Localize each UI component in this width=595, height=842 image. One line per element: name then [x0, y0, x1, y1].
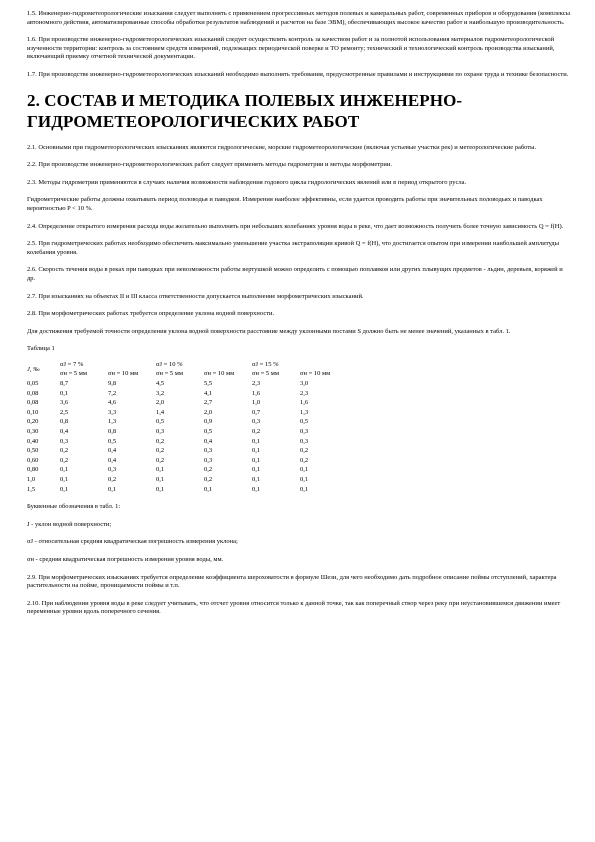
- paragraph-2-1: 2.1. Основными при гидрометеорологических изысканиях являются гидрологические, морские гидрометеорологические (включая устьевые участки рек) и метеорологические работы.: [27, 143, 537, 151]
- table-row: [27, 456, 348, 466]
- table-row: [27, 446, 348, 456]
- table-cell-j: 0,20: [27, 418, 39, 426]
- legend-item-j: J - уклон водной поверхности;: [27, 520, 112, 528]
- table-cell: 0,3: [108, 466, 117, 474]
- mid-paragraphs: [27, 144, 572, 337]
- table-header-j: J, ‰: [27, 365, 40, 373]
- table-cell: 1,6: [252, 389, 261, 397]
- table-cell: 0,5: [300, 418, 309, 426]
- table-cell: 0,5: [204, 428, 213, 436]
- table-subheader: σн = 10 мм: [204, 370, 235, 378]
- paragraph-2-5: 2.5. При гидрометрических работах необходимо обеспечить максимально уменьшение участка экстраполяции кривой Q = f(H), что достигается опытом при измерении наибольшей амплитуды колебания уровня.: [27, 240, 559, 256]
- legend-item-sigma-j: σJ - относительная средняя квадратическая погрешность измерения уклона;: [27, 538, 238, 546]
- table-cell: 2,0: [156, 399, 165, 407]
- table-cell: 0,3: [252, 418, 261, 426]
- paragraph-2-6: 2.6. Скорость течения воды в реках при паводках при невозможности работы вертушкой можно определить с помощью поплавков или других плывущих предметов - льдин, деревьев, коряжей и др.: [27, 266, 563, 282]
- data-table: [27, 360, 348, 494]
- table-cell: 1,6: [300, 399, 309, 407]
- table-cell-j: 0,30: [27, 428, 39, 436]
- table-cell-j: 0,08: [27, 389, 39, 397]
- table-cell-j: 0,05: [27, 380, 39, 388]
- table-header-row: [27, 360, 348, 370]
- table-cell: 0,7: [252, 408, 261, 416]
- table-cell: 0,2: [204, 476, 213, 483]
- table-subheader: σн = 5 мм: [156, 370, 183, 378]
- table-cell: 2,3: [300, 389, 309, 397]
- table-cell: 0,1: [60, 389, 69, 397]
- table-row: [27, 389, 348, 399]
- table-subheader: σн = 10 мм: [108, 370, 139, 378]
- table-cell: 0,2: [108, 476, 117, 483]
- table-cell: 0,3: [60, 437, 69, 445]
- table-cell: 0,8: [108, 428, 117, 436]
- paragraph-2-7: 2.7. При изысканиях на объектах II и III класса ответственности допускается выполнение морфометрических изысканий.: [27, 292, 364, 300]
- table-cell-j: 0,50: [27, 447, 39, 455]
- table-cell: 0,1: [252, 456, 261, 464]
- table-cell: 0,2: [156, 437, 165, 445]
- table-cell: 0,2: [252, 428, 261, 436]
- table-cell: 7,2: [108, 389, 117, 397]
- table-row: [27, 437, 348, 447]
- table-cell: 0,1: [60, 466, 69, 474]
- table-cell: 0,2: [300, 456, 309, 464]
- table-caption: Таблица 1: [27, 345, 55, 353]
- table-cell: 0,4: [108, 447, 117, 455]
- table-header-group: σJ = 15 %: [252, 360, 279, 368]
- table-cell: 0,4: [204, 437, 213, 445]
- table-cell: 0,1: [300, 485, 309, 493]
- table-cell: 3,3: [108, 408, 117, 416]
- table-cell: 5,5: [204, 380, 213, 388]
- table-cell: 3,0: [300, 380, 309, 388]
- table-cell: 0,1: [252, 466, 261, 474]
- table-cell: 0,3: [204, 456, 213, 464]
- paragraph-1-5: 1.5. Инженерно-гидрометеорологические изыскания следует выполнять с применением прогрессивных методов полевых и камеральных работ, современных приборов и оборудования (комплексы автономного действия, автоматизированные способы обработки результатов наблюдений и расчетов на базе ЭВМ), обеспечивающих высокое качество работ и наибольшую производительность.: [27, 10, 570, 26]
- paragraph-2-8: 2.8. При морфометрических работах требуется определение уклона водной поверхности.: [27, 310, 275, 318]
- table-cell: 4,6: [108, 399, 117, 407]
- table-subheader: σн = 10 мм: [300, 370, 331, 378]
- table-row: [27, 417, 348, 427]
- table-cell: 0,5: [156, 418, 165, 426]
- table-cell: 0,1: [156, 476, 165, 483]
- table-cell: 1,3: [300, 408, 309, 416]
- paragraph-1-7: 1.7. При производстве инженерно-гидрометеорологических изысканий необходимо выполнять требования, предусмотренные правилами и инструкциями по охране труда и технике безопасности.: [27, 70, 569, 78]
- table-row: [27, 465, 348, 475]
- legend-item-sigma-h: σн - средняя квадратическая погрешность измерения уровня воды, мм.: [27, 555, 224, 563]
- table-cell-j: 0,40: [27, 437, 39, 445]
- document-page: [27, 10, 572, 617]
- table-row: [27, 398, 348, 408]
- table-header-group: σJ = 7 %: [60, 360, 84, 368]
- table-cell-j: 1,5: [27, 485, 36, 493]
- table-cell: 0,1: [60, 476, 69, 483]
- table-cell: 0,3: [204, 447, 213, 455]
- table-cell: 2,7: [204, 399, 213, 407]
- table-cell: 0,1: [156, 466, 165, 474]
- table-cell: 3,6: [60, 399, 69, 407]
- table-cell: 8,7: [60, 380, 69, 388]
- table-cell: 0,4: [60, 428, 69, 436]
- table-cell: 9,8: [108, 380, 117, 388]
- table-cell: 0,1: [300, 476, 309, 483]
- table-cell: 3,2: [156, 389, 165, 397]
- table-cell: 0,4: [108, 456, 117, 464]
- table-cell: 2,3: [252, 380, 261, 388]
- table-cell: 0,2: [60, 456, 69, 464]
- section-heading: 2. СОСТАВ И МЕТОДИКА ПОЛЕВЫХ ИНЖЕНЕРНО-ГИДРОМЕТЕОРОЛОГИЧЕСКИХ РАБОТ: [27, 90, 463, 131]
- table-cell-j: 0,80: [27, 466, 39, 474]
- table-cell: 0,5: [108, 437, 117, 445]
- table-row: [27, 379, 348, 389]
- table-cell: 2,0: [204, 408, 213, 416]
- table-cell: 0,1: [204, 485, 213, 493]
- table-header-group: σJ = 10 %: [156, 360, 183, 368]
- table-row: [27, 485, 348, 495]
- table-cell: 0,1: [156, 485, 165, 493]
- table-cell: 0,2: [60, 447, 69, 455]
- table-cell: 0,1: [60, 485, 69, 493]
- table-cell: 0,1: [252, 437, 261, 445]
- top-paragraphs: [27, 10, 572, 80]
- table-cell: 0,2: [204, 466, 213, 474]
- paragraph-slope-accuracy: Для достижения требуемой точности определения уклона водной поверхности расстояние между уклонными постами S должно быть не менее значений, указанных в табл. 1.: [27, 327, 511, 335]
- paragraph-1-6: 1.6. При производстве инженерно-гидрометеорологических изысканий следует осуществлять контроль за качеством работ и за полнотой использования материалов гидрометеорологической изученности территории: контроль за состоянием средств измерений, подлежащих периодической поверке и ТО ремонту; технический и технологический контроль производства изысканий, включающий приемку отчетной технической документации.: [27, 36, 555, 61]
- table-subheader-row: [27, 369, 348, 379]
- paragraph-2-9: 2.9. При морфометрических изысканиях требуется определение коэффициента шероховатости в формуле Шези, для чего необходимо дать подробное описание поймы отступлений, характера растительности на пойме, проницаемости поймы и т.п.: [27, 573, 557, 590]
- table-cell: 2,5: [60, 408, 69, 416]
- paragraph-hydrometric: Гидрометрические работы должны охватывать период половодья и паводков. Измерения наиболее эффективны, если удается проводить работы при значительных половодьях и паводках вероятностью P < 10 %.: [27, 196, 543, 212]
- paragraph-2-2: 2.2. При производстве инженерно-гидрометеорологических работ следует применять методы гидрометрии и методы морфометрии.: [27, 161, 392, 169]
- table-cell: 0,9: [204, 418, 213, 426]
- table-cell-j: 0,08: [27, 399, 39, 407]
- table-cell: 0,1: [108, 485, 117, 493]
- table-row: [27, 408, 348, 418]
- table-cell: 0,2: [156, 447, 165, 455]
- table-cell-j: 1,0: [27, 476, 36, 483]
- table-cell: 1,3: [108, 418, 117, 426]
- table-cell: 0,2: [156, 456, 165, 464]
- table-cell: 0,8: [60, 418, 69, 426]
- table-cell: 4,5: [156, 380, 165, 388]
- table-subheader: σн = 5 мм: [60, 370, 87, 378]
- table-body: [27, 379, 348, 494]
- table-cell: 0,1: [252, 447, 261, 455]
- paragraph-2-4: 2.4. Определение открытого измерения расхода воды желательно выполнять при небольших колебаниях уровня воды в реке, что дает возможность получить более точную зависимость Q = f(H).: [27, 222, 564, 230]
- table-cell: 1,0: [252, 399, 261, 407]
- table-cell: 0,3: [156, 428, 165, 436]
- table-cell: 0,3: [300, 428, 309, 436]
- table-cell: 0,3: [300, 437, 309, 445]
- table-cell-j: 0,10: [27, 408, 39, 416]
- table-subheader: σн = 5 мм: [252, 370, 279, 378]
- table-cell: 0,2: [300, 447, 309, 455]
- paragraph-2-10: 2.10. При наблюдении уровня воды в реке следует учитывать, что отсчет уровня относится только к данной точке, так как поперечный створ через реку при неустановившемся движении имеет переменные уровни вдоль поперечного сечения.: [27, 599, 561, 616]
- table-row: [27, 427, 348, 437]
- legend-title: Буквенные обозначения в табл. 1:: [27, 503, 121, 511]
- table-cell: 0,1: [252, 476, 261, 483]
- table-cell-j: 0,60: [27, 456, 39, 464]
- table-cell: 4,1: [204, 389, 213, 397]
- table-cell: 0,1: [300, 466, 309, 474]
- table-row: [27, 475, 348, 485]
- paragraph-2-3: 2.3. Методы гидрометрии применяются в случаях наличия возможности наблюдения годового цикла гидрологических явлений или в период открытого русла.: [27, 178, 467, 186]
- table-cell: 0,1: [252, 485, 261, 493]
- table-cell: 1,4: [156, 408, 165, 416]
